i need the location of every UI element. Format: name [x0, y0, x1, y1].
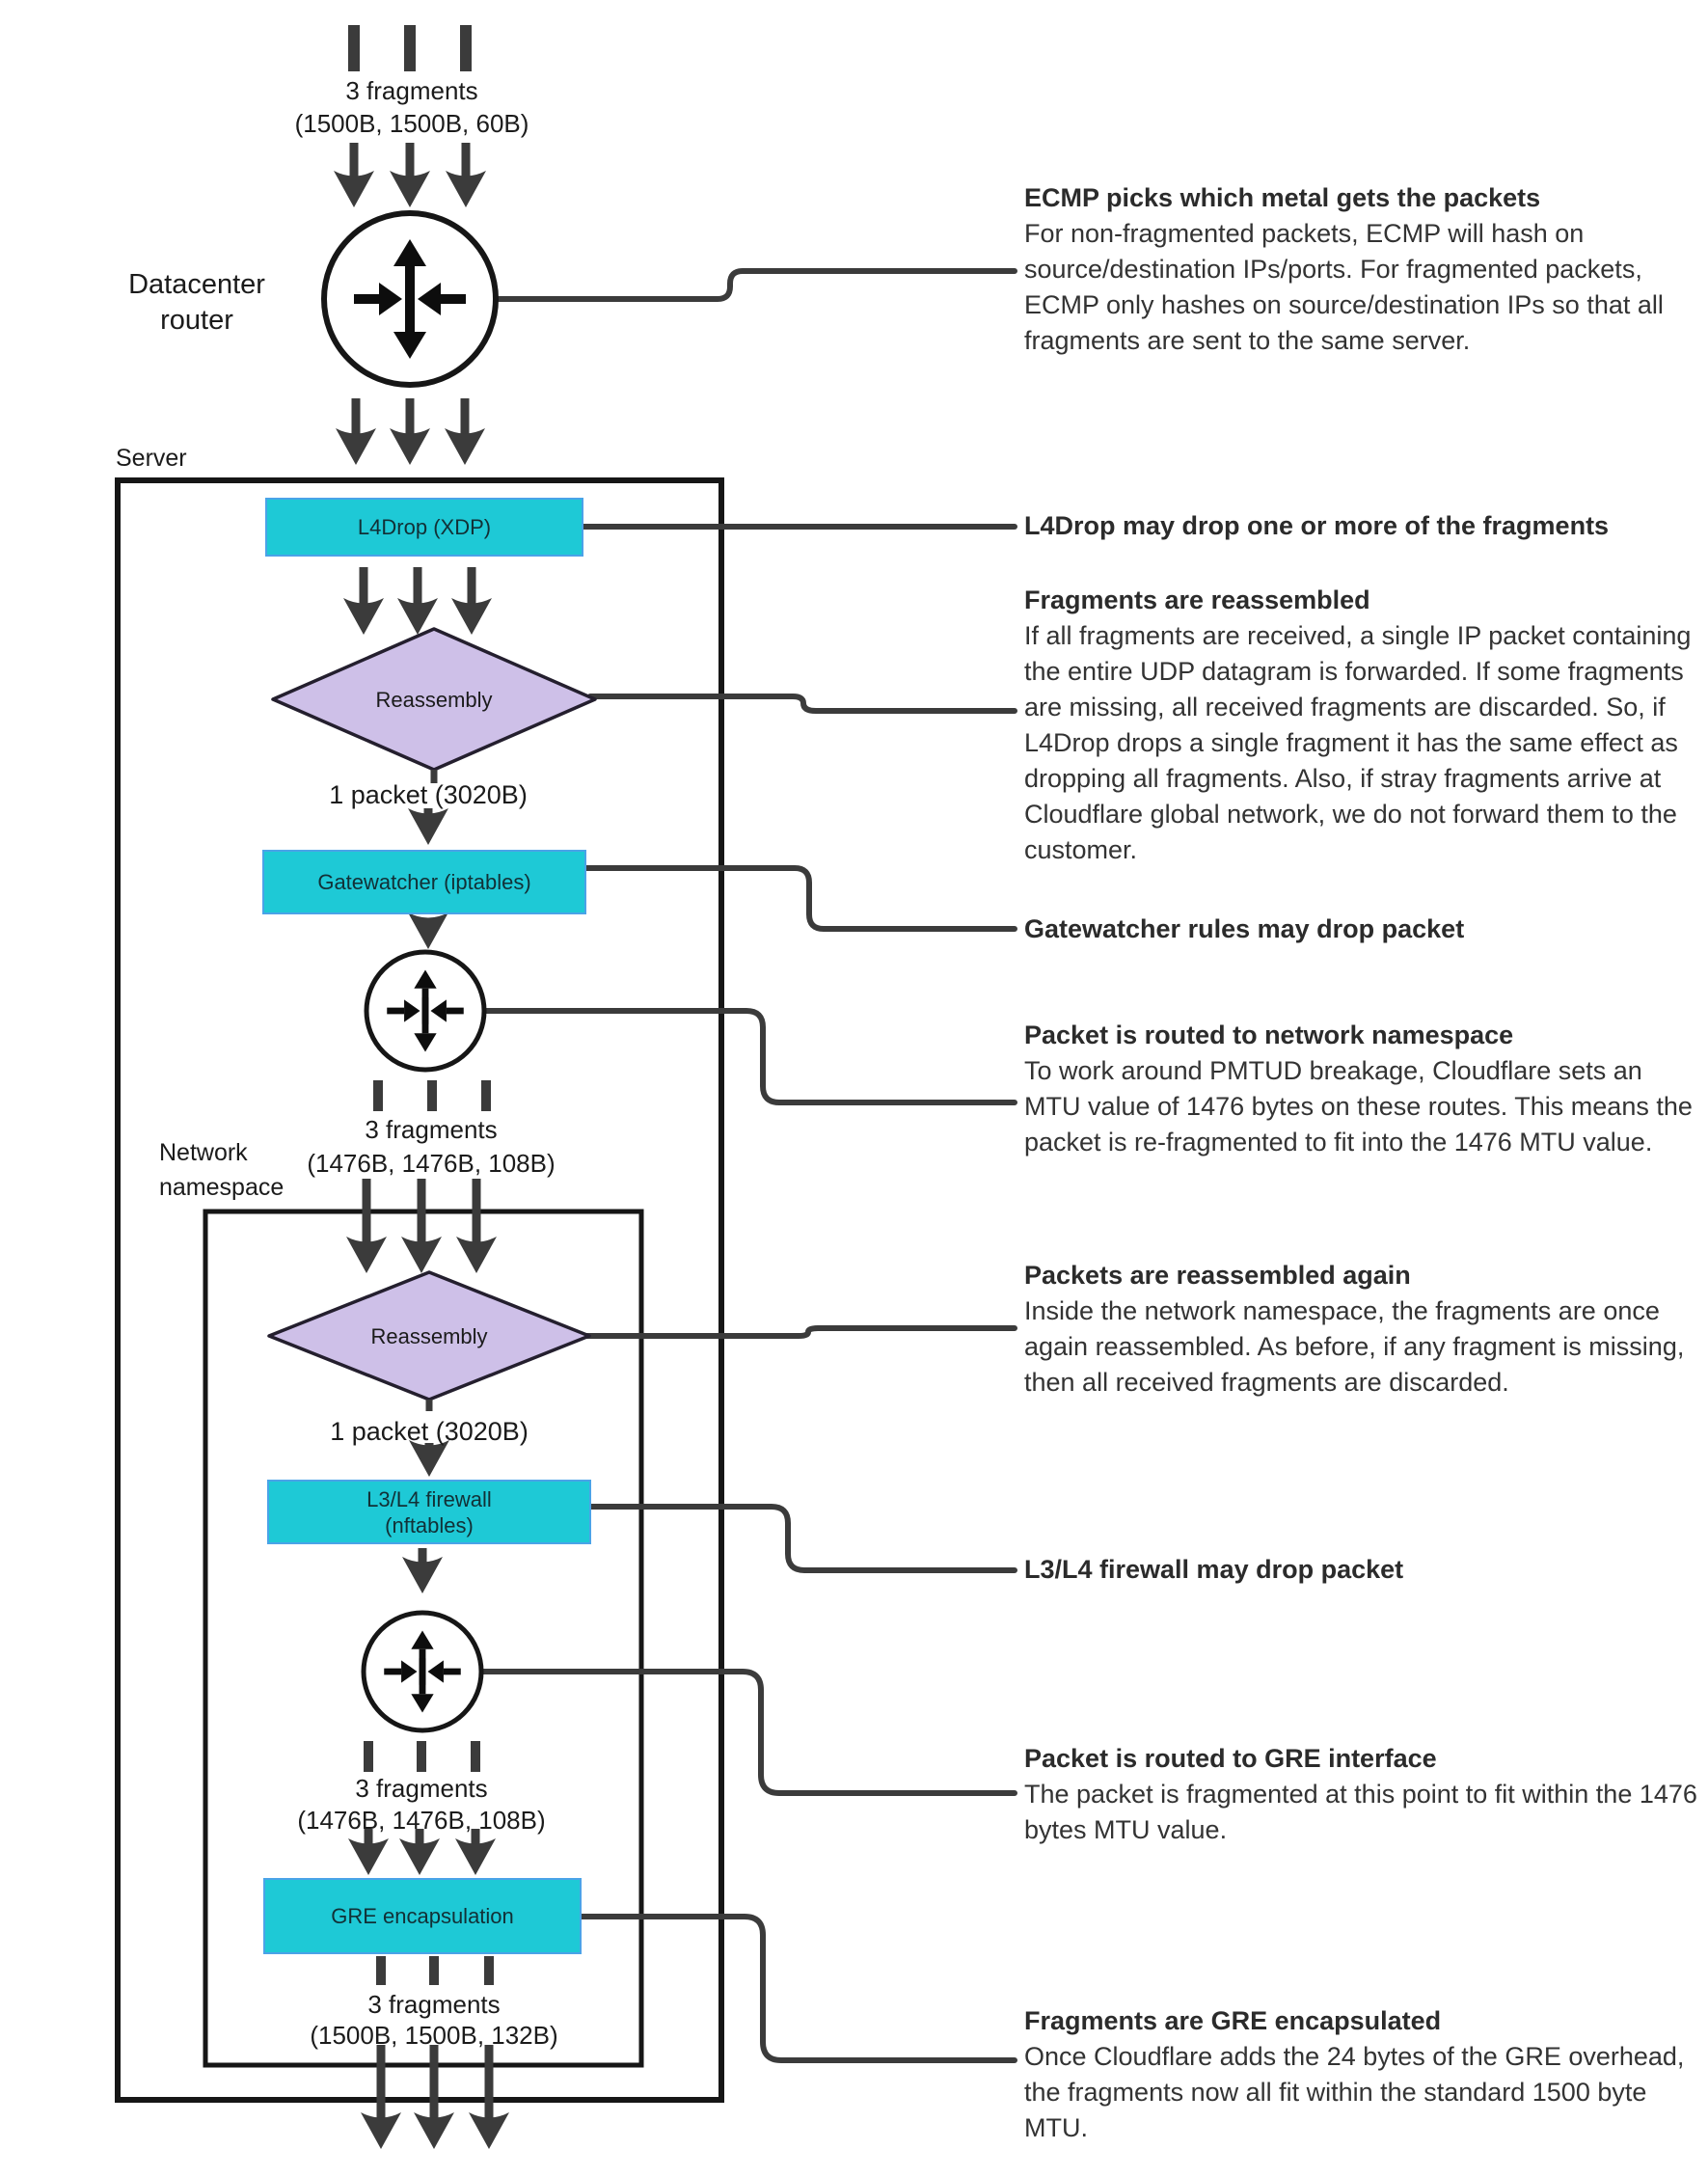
node-l3l4-firewall [267, 1480, 591, 1544]
annotation-reassembled-title: Fragments are reassembled [1024, 585, 1370, 614]
node-gatewatcher [262, 850, 586, 914]
flow-arrow-head [399, 1838, 440, 1875]
flow-arrow-head [334, 171, 374, 207]
annotation-gre-route-title: Packet is routed to GRE interface [1024, 1744, 1437, 1773]
fragments-label-top: 3 fragments [345, 76, 478, 105]
fragments-label-low: 3 fragments [355, 1774, 488, 1803]
fragments-sizes-low: (1476B, 1476B, 108B) [297, 1806, 546, 1835]
connector-line [480, 1011, 1015, 1102]
network-namespace-label-line2: namespace [159, 1174, 285, 1201]
annotation-namespace-route-body: To work around PMTUD breakage, Cloudflare sets an MTU value of 1476 bytes on these routes. This means the packet is re-fragmented to fit into the 1476 MTU value. [1024, 1056, 1693, 1157]
flow-arrow-head [390, 428, 430, 465]
annotation-ecmp-title: ECMP picks which metal gets the packets [1024, 183, 1541, 212]
connector-line [581, 868, 1015, 929]
annotation-reassembled [1024, 583, 1699, 868]
flow-arrow-head [408, 912, 448, 949]
flow-arrow-head [336, 428, 376, 465]
flow-arrow-head [343, 598, 384, 635]
node-gre-encapsulation [263, 1878, 582, 1954]
connector-line [590, 696, 1015, 711]
fragments-sizes-bottom: (1500B, 1500B, 132B) [310, 2021, 558, 2050]
fragments-label-mid: 3 fragments [365, 1115, 498, 1144]
node-l4drop-label: L4Drop (XDP) [357, 515, 492, 539]
fragments-label-bottom: 3 fragments [367, 1990, 501, 2019]
annotation-reassembled-again [1024, 1258, 1699, 1401]
flow-arrow-head [361, 2112, 401, 2149]
flow-arrow-head [469, 2112, 509, 2149]
annotation-l4drop [1024, 508, 1699, 544]
connector-line [586, 1507, 1015, 1570]
node-reassembly1-label: Reassembly [375, 688, 493, 712]
flow-arrow-head [346, 1237, 387, 1273]
annotation-l4drop-title: L4Drop may drop one or more of the fragments [1024, 511, 1610, 540]
annotation-gatewatcher [1024, 912, 1699, 947]
annotation-reassembled-again-title: Packets are reassembled again [1024, 1261, 1411, 1290]
annotation-gre-route-body: The packet is fragmented at this point to fit within the 1476 bytes MTU value. [1024, 1780, 1697, 1844]
annotation-gre-encap-body: Once Cloudflare adds the 24 bytes of the GRE overhead, the fragments now all fit within the standard 1500 byte MTU. [1024, 2042, 1685, 2142]
fragments-sizes-mid: (1476B, 1476B, 108B) [307, 1149, 556, 1178]
flow-arrow-head [401, 1237, 442, 1273]
annotation-reassembled-again-body: Inside the network namespace, the fragments are once again reassembled. As before, if any fragment is missing, then all received fragments are discarded. [1024, 1296, 1685, 1397]
annotation-gre-encap [1024, 2003, 1699, 2146]
network-namespace-label-line1: Network [159, 1139, 248, 1166]
flow-arrow-head [348, 1838, 389, 1875]
annotation-namespace-route-title: Packet is routed to network namespace [1024, 1020, 1514, 1049]
node-gatewatcher-label: Gatewatcher (iptables) [317, 870, 531, 894]
annotation-ecmp-body: For non-fragmented packets, ECMP will hash on source/destination IPs/ports. For fragmented packets, ECMP only hashes on source/destination IPs so that all fragments are sent to the same server. [1024, 219, 1664, 355]
flow-arrow-head [446, 171, 486, 207]
datacenter-router-label-line2: router [160, 305, 233, 336]
flow-arrow-head [451, 598, 492, 635]
packet-label-1: 1 packet (3020B) [329, 780, 528, 809]
flow-arrow-head [445, 428, 485, 465]
annotation-gre-encap-title: Fragments are GRE encapsulated [1024, 2006, 1442, 2035]
annotation-reassembled-body: If all fragments are received, a single IP packet containing the entire UDP datagram is forwarded. If some fragments are missing, all received fragments are discarded. So, if L4Drop drops a single fragment it has the same effect as dropping all fragments. Also, if stray fragments arrive at Cloudflare global network, we do not forward them to the customer. [1024, 621, 1692, 864]
annotation-gre-route [1024, 1741, 1699, 1848]
flow-arrow-head [455, 1838, 496, 1875]
annotation-firewall [1024, 1552, 1699, 1588]
flow-arrow-head [408, 808, 448, 845]
annotation-gatewatcher-title: Gatewatcher rules may drop packet [1024, 914, 1465, 943]
flow-arrow-head [414, 2112, 454, 2149]
packet-label-2: 1 packet (3020B) [330, 1417, 529, 1446]
connector-line [496, 271, 1015, 299]
server-box-label: Server [116, 445, 187, 472]
flow-arrow-head [402, 1557, 443, 1593]
annotation-ecmp [1024, 180, 1699, 359]
node-l4drop [265, 498, 583, 557]
annotation-namespace-route [1024, 1018, 1699, 1160]
node-reassembly2-label: Reassembly [370, 1324, 488, 1348]
annotation-firewall-title: L3/L4 firewall may drop packet [1024, 1555, 1404, 1584]
datacenter-router-label-line1: Datacenter [128, 269, 265, 300]
node-gre-encapsulation-label: GRE encapsulation [331, 1904, 514, 1928]
connector-line [586, 1328, 1015, 1336]
flow-arrow-head [456, 1237, 497, 1273]
fragments-sizes-top: (1500B, 1500B, 60B) [294, 109, 529, 138]
node-l3l4-firewall-label-line1: L3/L4 firewall [366, 1486, 492, 1511]
node-l3l4-firewall-label-line2: (nftables) [385, 1512, 474, 1538]
flow-arrow-head [390, 171, 430, 207]
